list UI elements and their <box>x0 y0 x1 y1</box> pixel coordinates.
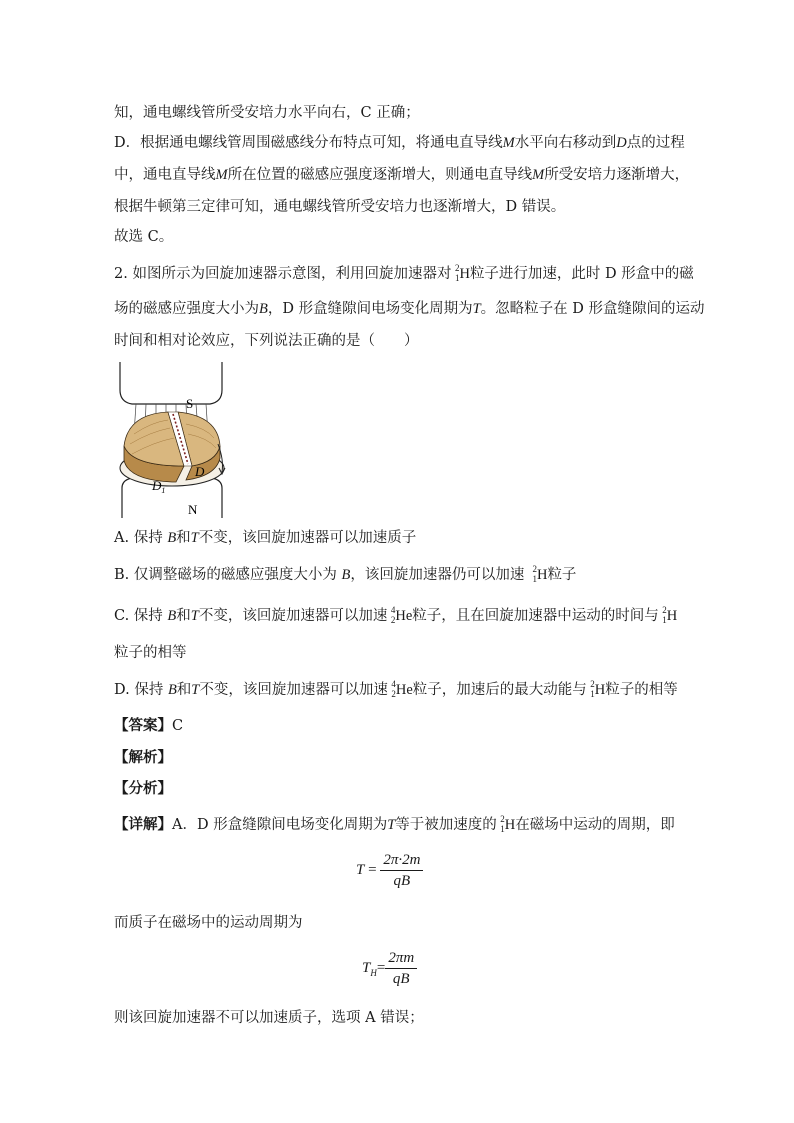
option-c-line-1: C. 保持 B和T不变，该回旋加速器可以加速 4 2 He粒子，且在回旋加速器中运动的时间与 2 1 H <box>114 605 678 625</box>
fenxi-label: 【分析】 <box>114 780 172 797</box>
label-d2: D <box>195 464 205 479</box>
option-d: D. 保持 B和T不变，该回旋加速器可以加速 4 2 He粒子，加速后的最大动能与 2 1 H粒子的相等 <box>114 679 678 699</box>
detail-line-3: 则该回旋加速器不可以加速质子，选项 A 错误； <box>114 1010 424 1026</box>
formula-period-deuteron: T = $\frac{2\pi\cdot 2m}{qB}$ <box>356 850 423 891</box>
question-line-1: 2. 如图所示为回旋加速器示意图，利用回旋加速器对 2 1 H粒子进行加速，此时 D 形盒中的磁 <box>114 263 694 283</box>
detail-line-2: 而质子在磁场中的运动周期为 <box>114 915 303 931</box>
label-d1: $D_1$ <box>152 478 166 495</box>
magnet-upper-pole <box>120 362 222 404</box>
question-line-3: 时间和相对论效应，下列说法正确的是（ ） <box>114 333 419 349</box>
prev-option-d-line-3: 根据牛顿第三定律可知，通电螺线管所受安培力也逐渐增大，D 错误。 <box>114 199 566 215</box>
prev-option-d-line-2: 中，通电直导线M所在位置的磁感应强度逐渐增大，则通电直导线M所受安培力逐渐增大， <box>114 167 690 183</box>
label-n: N <box>188 502 198 517</box>
prev-choose: 故选 C。 <box>114 229 174 245</box>
analysis-label: 【解析】 <box>114 749 172 766</box>
formula-period-proton: $T_H=$ $\frac{2\pi m}{qB}$ <box>362 948 417 989</box>
answer: 【答案】C <box>114 717 184 734</box>
detail-line-1: 【详解】A．D 形盒缝隙间电场变化周期为T等于被加速度的 2 1 H在磁场中运动的周期，即 <box>114 814 675 834</box>
question-line-2: 场的磁感应强度大小为B，D 形盒缝隙间电场变化周期为T。忽略粒子在 D 形盒缝隙间的运动 <box>114 301 705 317</box>
option-a: A. 保持 B和T不变，该回旋加速器可以加速质子 <box>114 530 417 546</box>
isotope-h2: 2 1 <box>454 263 460 283</box>
prev-option-d-line-1: D．根据通电螺线管周围磁感线分布特点可知，将通电直导线M水平向右移动到D点的过程 <box>114 135 685 151</box>
option-c-line-2: 粒子的相等 <box>114 645 187 661</box>
cyclotron-figure <box>112 362 238 518</box>
prev-line-1: 知，通电螺线管所受安培力水平向右，C 正确； <box>114 105 420 121</box>
cyclotron-diagram <box>112 362 238 518</box>
label-s: S <box>186 396 194 411</box>
option-b: B. 仅调整磁场的磁感应强度大小为 B，该回旋加速器仍可以加速 2 1 H粒子 <box>114 564 577 584</box>
